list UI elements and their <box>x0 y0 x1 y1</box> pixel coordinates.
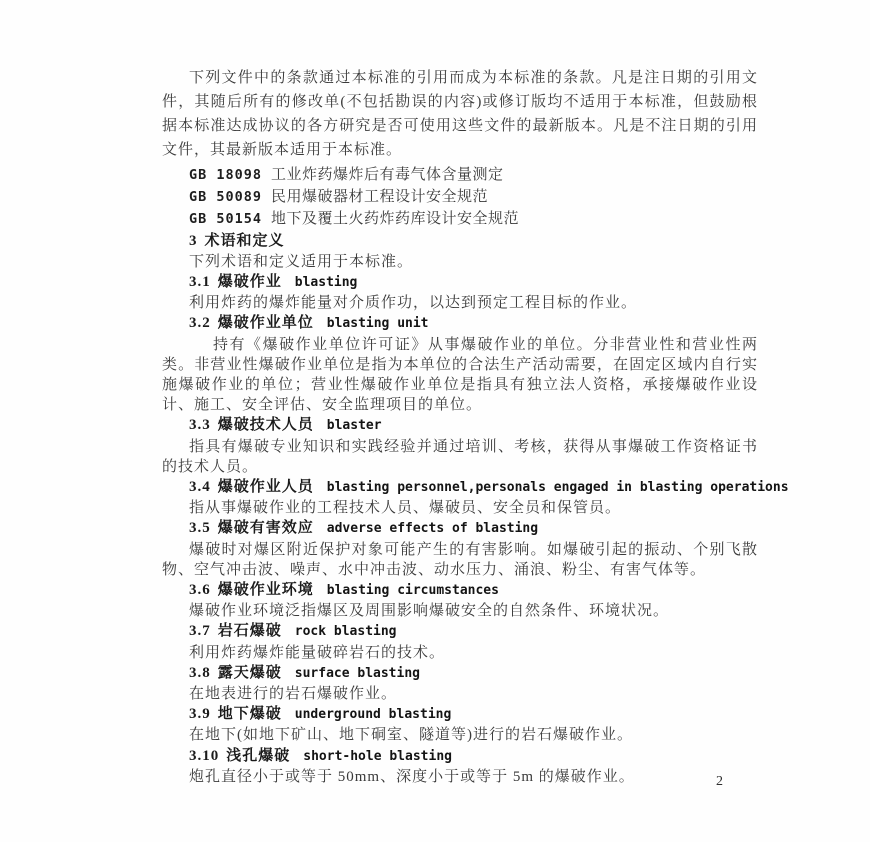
reference-item <box>162 164 758 186</box>
term-name-en: blaster <box>326 418 382 434</box>
term-number: 3.8 <box>189 664 211 681</box>
term-heading-3-4 <box>162 477 789 498</box>
page-number: 2 <box>716 774 723 789</box>
term-heading-3-1 <box>162 272 758 293</box>
term-name-en: short-hole blasting <box>303 748 452 764</box>
term-name-en: adverse effects of blasting <box>326 521 539 537</box>
term-definition-3-5: 爆破时对爆区附近保护对象可能产生的有害影响。如爆破引起的振动、个别飞散物、空气冲击波、噪声、水中冲击波、动水压力、涌浪、粉尘、有害气体等。 <box>162 541 758 578</box>
reference-code: GB 50154 <box>189 211 263 227</box>
term-heading-3-7 <box>162 621 758 642</box>
term-number: 3.5 <box>189 520 211 537</box>
term-name-zh: 爆破作业环境 <box>217 582 314 599</box>
term-definition-3-7: 利用炸药爆炸能量破碎岩石的技术。 <box>189 644 446 661</box>
term-number: 3.4 <box>189 479 211 496</box>
term-number: 3.9 <box>189 706 211 723</box>
reference-code: GB 50089 <box>189 189 263 205</box>
term-number: 3.2 <box>189 315 211 332</box>
term-definition-3-1: 利用炸药的爆炸能量对介质作功，以达到预定工程目标的作业。 <box>189 295 638 312</box>
section-number: 3 <box>189 233 198 249</box>
term-heading-3-6 <box>162 580 758 601</box>
term-name-zh: 岩石爆破 <box>217 623 282 640</box>
term-number: 3.10 <box>189 747 220 764</box>
term-number: 3.6 <box>189 582 211 599</box>
reference-item <box>162 186 758 208</box>
reference-item <box>162 208 758 230</box>
term-name-zh: 爆破有害效应 <box>217 520 314 537</box>
term-name-zh: 地下爆破 <box>217 706 282 723</box>
term-name-zh: 爆破作业人员 <box>217 479 314 496</box>
term-name-en: blasting circumstances <box>326 583 499 599</box>
term-name-en: blasting <box>294 275 358 290</box>
term-heading-3-9 <box>162 704 758 725</box>
normative-references-intro-paragraph: 下列文件中的条款通过本标准的引用而成为本标准的条款。凡是注日期的引用文件，其随后所有的修改单(不包括勘误的内容)或修订版均不适用于本标准，但鼓励根据本标准达成协议的各方研究是否可使用这些文件的最新版本。凡是不注日期的引用文件，其最新版本适用于本标准。 <box>162 70 758 158</box>
term-name-zh: 爆破作业单位 <box>217 315 314 332</box>
term-definition-3-4: 指从事爆破作业的工程技术人员、爆破员、安全员和保管员。 <box>189 500 622 517</box>
term-definition-3-10: 炮孔直径小于或等于 50mm、深度小于或等于 5m 的爆破作业。 <box>189 768 635 785</box>
term-name-en: rock blasting <box>294 624 397 640</box>
document-content <box>162 66 789 787</box>
term-definition-3-6: 爆破作业环境泛指爆区及周围影响爆破安全的自然条件、环境状况。 <box>189 603 670 620</box>
section-title: 术语和定义 <box>204 233 285 249</box>
term-name-en: underground blasting <box>294 707 452 723</box>
term-heading-3-3 <box>162 415 758 436</box>
normative-references-list <box>162 164 758 230</box>
term-name-en: blasting unit <box>326 316 429 332</box>
term-number: 3.3 <box>189 417 211 434</box>
term-name-zh: 爆破作业 <box>217 274 282 290</box>
term-heading-3-8 <box>162 663 758 684</box>
term-definition-3-2: 持有《爆破作业单位许可证》从事爆破作业的单位。分非营业性和营业性两类。非营业性爆破作业单位是指为本单位的合法生产活动需要，在固定区域内自行实施爆破作业的单位；营业性爆破作业单位是指具有独立法人资格，承接爆破作业设计、施工、安全评估、安全监理项目的单位。 <box>162 336 758 414</box>
term-name-en: surface blasting <box>294 665 420 681</box>
reference-title: 地下及覆土火药炸药库设计安全规范 <box>271 211 520 227</box>
term-heading-3-5 <box>162 518 758 539</box>
terms-section-lead: 下列术语和定义适用于本标准。 <box>189 254 414 270</box>
section-heading-terms-and-definitions <box>162 231 758 252</box>
reference-title: 民用爆破器材工程设计安全规范 <box>271 189 489 205</box>
term-heading-3-10 <box>162 746 758 767</box>
term-name-zh: 爆破技术人员 <box>217 417 314 434</box>
term-number: 3.1 <box>189 274 211 290</box>
term-name-en: blasting personnel,personals engaged in blasting operations <box>326 480 789 496</box>
reference-title: 工业炸药爆炸后有毒气体含量测定 <box>271 167 504 183</box>
term-definition-3-9: 在地下(如地下矿山、地下硐室、隧道等)进行的岩石爆破作业。 <box>189 727 633 744</box>
term-name-zh: 浅孔爆破 <box>226 747 291 764</box>
term-definition-3-8: 在地表进行的岩石爆破作业。 <box>189 686 398 703</box>
term-heading-3-2 <box>162 313 758 334</box>
term-name-zh: 露天爆破 <box>217 664 282 681</box>
term-number: 3.7 <box>189 623 211 640</box>
reference-code: GB 18098 <box>189 167 263 183</box>
term-definition-3-3: 指具有爆破专业知识和实践经验并通过培训、考核，获得从事爆破工作资格证书的技术人员。 <box>162 438 758 475</box>
